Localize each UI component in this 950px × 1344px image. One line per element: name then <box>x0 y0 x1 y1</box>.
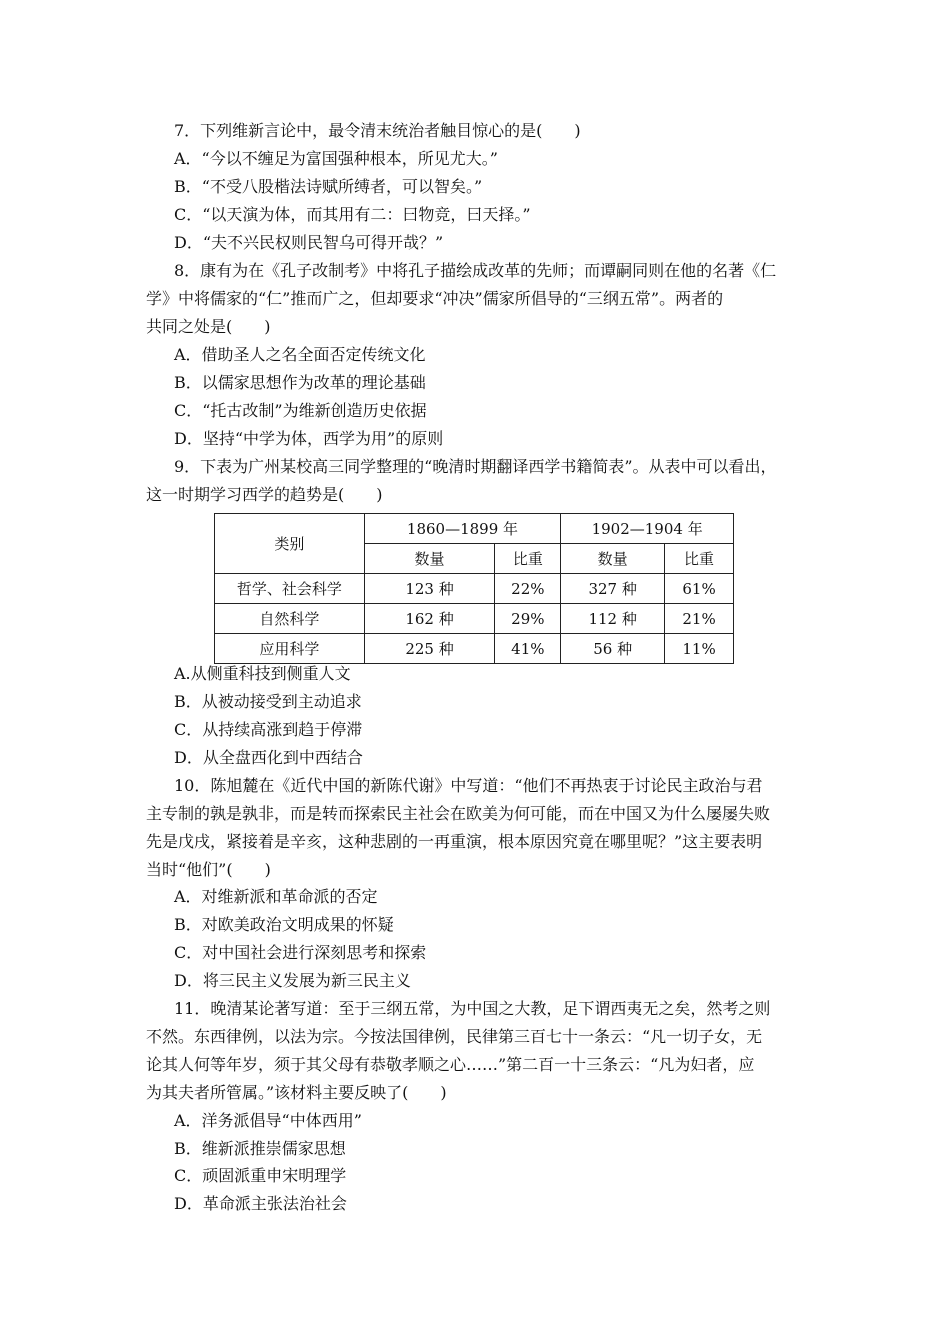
table-cell: 61% <box>665 574 734 604</box>
question-7-option-b: B．“不受八股楷法诗赋所缚者，可以智矣。” <box>174 177 483 196</box>
table-row <box>215 574 734 604</box>
question-7-option-d: D．“夫不兴民权则民智乌可得开哉？” <box>174 233 444 252</box>
question-9-stem-line-2: 这一时期学习西学的趋势是( ) <box>146 485 383 504</box>
question-10-option-b: B．对欧美政治文明成果的怀疑 <box>174 915 394 934</box>
question-9-stem-line-1: 9．下表为广州某校高三同学整理的“晚清时期翻译西学书籍简表”。从表中可以看出， <box>174 457 777 476</box>
table-cell: 162 种 <box>364 604 495 634</box>
table-cell: 56 种 <box>561 634 665 664</box>
table-cell: 22% <box>495 574 561 604</box>
translation-books-table <box>214 513 734 664</box>
table-subheader-quantity: 数量 <box>364 544 495 574</box>
question-8-option-c: C．“托古改制”为维新创造历史依据 <box>174 401 427 420</box>
question-11-option-a: A．洋务派倡导“中体西用” <box>174 1111 362 1130</box>
question-9-option-c: C．从持续高涨到趋于停滞 <box>174 720 363 739</box>
question-10-stem-line-1: 10．陈旭麓在《近代中国的新陈代谢》中写道：“他们不再热衷于讨论民主政治与君 <box>174 776 763 795</box>
question-8-stem-line-1: 8．康有为在《孔子改制考》中将孔子描绘成改革的先师；而谭嗣同则在他的名著《仁 <box>174 261 777 280</box>
question-11-stem-line-3: 论其人何等年岁，须于其父母有恭敬孝顺之心……”第二百一十三条云：“凡为妇者，应 <box>146 1055 755 1074</box>
table-header-period-1: 1860—1899 年 <box>364 514 561 544</box>
question-11-stem-line-4: 为其夫者所管属。”该材料主要反映了( ) <box>146 1083 447 1102</box>
table-cell: 327 种 <box>561 574 665 604</box>
question-11-stem-line-1: 11．晚清某论著写道：至于三纲五常，为中国之大教，足下谓西夷无之矣，然考之则 <box>174 999 771 1018</box>
table-subheader-quantity: 数量 <box>561 544 665 574</box>
table-cell: 11% <box>665 634 734 664</box>
question-11-option-b: B．维新派推崇儒家思想 <box>174 1139 346 1158</box>
question-9-option-a: A.从侧重科技到侧重人文 <box>174 664 351 683</box>
table-cell: 225 种 <box>364 634 495 664</box>
table-row-category: 哲学、社会科学 <box>215 574 365 604</box>
question-10-option-a: A．对维新派和革命派的否定 <box>174 887 378 906</box>
question-11-option-d: D．革命派主张法治社会 <box>174 1194 347 1213</box>
question-7-option-a: A．“今以不缠足为富国强种根本，所见尤大。” <box>174 149 498 168</box>
table-row-category: 自然科学 <box>215 604 365 634</box>
question-8-option-b: B．以儒家思想作为改革的理论基础 <box>174 373 426 392</box>
question-8-stem-line-3: 共同之处是( ) <box>146 317 271 336</box>
question-8-option-d: D．坚持“中学为体，西学为用”的原则 <box>174 429 444 448</box>
question-10-stem-line-4: 当时“他们”( ) <box>146 860 271 879</box>
table-row-category: 应用科学 <box>215 634 365 664</box>
table-cell: 21% <box>665 604 734 634</box>
question-10-option-c: C．对中国社会进行深刻思考和探索 <box>174 943 427 962</box>
question-8-option-a: A．借助圣人之名全面否定传统文化 <box>174 345 426 364</box>
table-cell: 29% <box>495 604 561 634</box>
question-11-stem-line-2: 不然。东西律例，以法为宗。今按法国律例，民律第三百七十一条云：“凡一切子女，无 <box>146 1027 763 1046</box>
table-subheader-ratio: 比重 <box>665 544 734 574</box>
question-10-stem-line-2: 主专制的孰是孰非，而是转而探索民主社会在欧美为何可能，而在中国又为什么屡屡失败 <box>146 804 771 823</box>
question-9-option-d: D．从全盘西化到中西结合 <box>174 748 363 767</box>
question-11-option-c: C．顽固派重申宋明理学 <box>174 1166 347 1185</box>
question-10-stem-line-3: 先是戊戌，紧接着是辛亥，这种悲剧的一再重演，根本原因究竟在哪里呢？”这主要表明 <box>146 832 763 851</box>
table-cell: 123 种 <box>364 574 495 604</box>
table-row <box>215 604 734 634</box>
question-7-stem: 7．下列维新言论中，最令清末统治者触目惊心的是( ) <box>174 121 581 140</box>
table-subheader-ratio: 比重 <box>495 544 561 574</box>
table-cell: 41% <box>495 634 561 664</box>
question-7-option-c: C．“以天演为体，而其用有二：曰物竞，曰天择。” <box>174 205 531 224</box>
question-9-option-b: B．从被动接受到主动追求 <box>174 692 362 711</box>
question-8-stem-line-2: 学》中将儒家的“仁”推而广之，但却要求“冲决”儒家所倡导的“三纲五常”。两者的 <box>146 289 724 308</box>
question-10-option-d: D．将三民主义发展为新三民主义 <box>174 971 411 990</box>
table-row <box>215 634 734 664</box>
table-header-category: 类别 <box>215 514 365 574</box>
table-cell: 112 种 <box>561 604 665 634</box>
table-header-period-2: 1902—1904 年 <box>561 514 734 544</box>
